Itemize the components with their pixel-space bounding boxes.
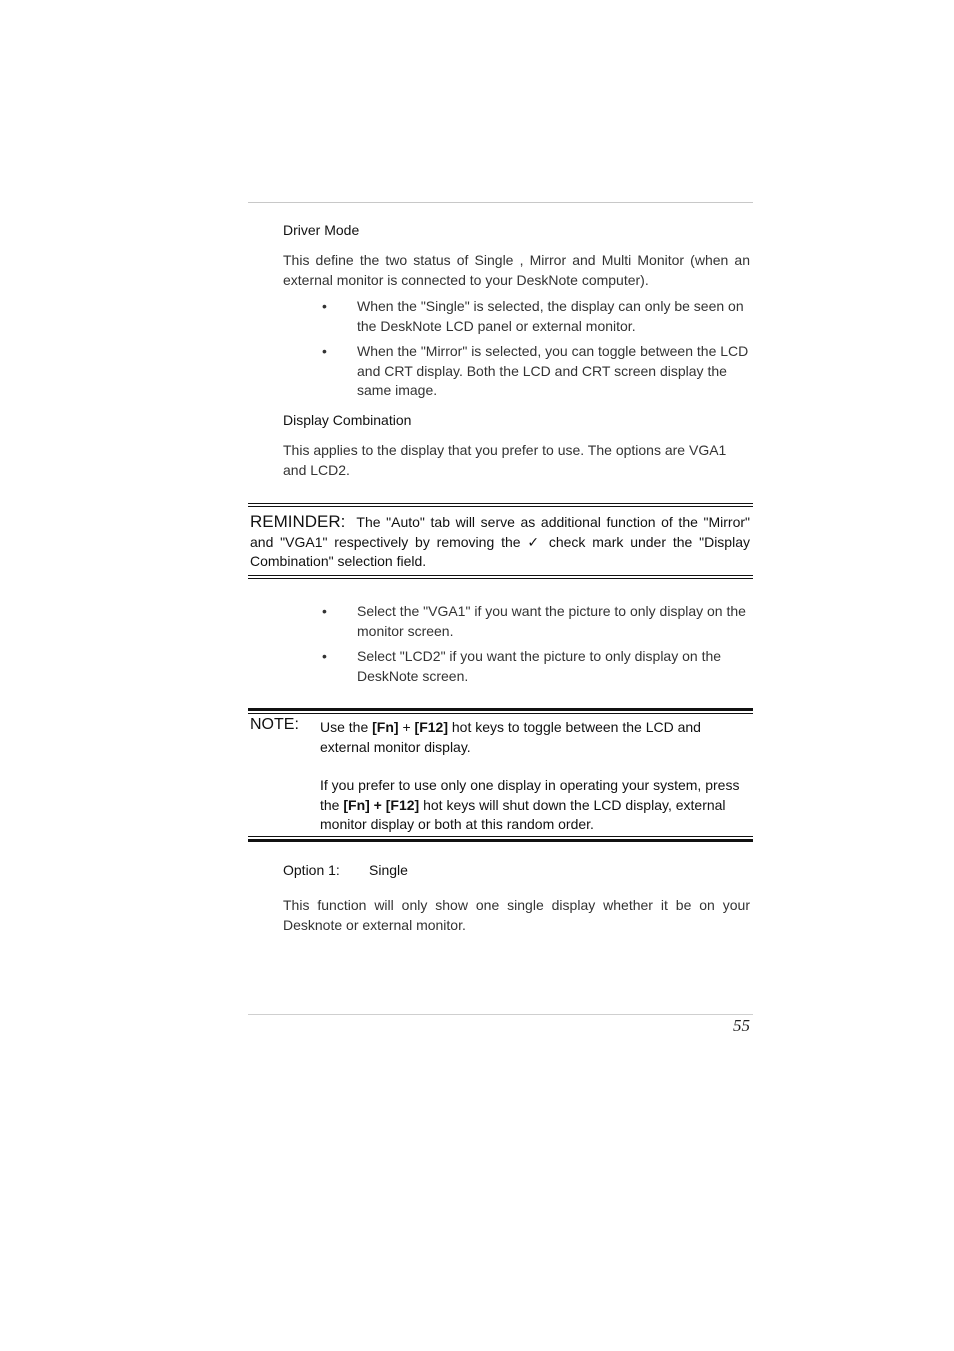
bullet-icon: • xyxy=(322,648,327,664)
reminder-text-1: The "Auto" tab will serve as additional function of the "Mirror" and "VGA1" respectively by removing the xyxy=(250,514,751,550)
reminder-box xyxy=(250,512,750,572)
note-top-rule-thick xyxy=(248,708,753,711)
bullet-text: When the "Mirror" is selected, you can toggle between the LCD and CRT display. Both the LCD and CRT screen display the same image. xyxy=(357,343,749,398)
header-rule xyxy=(248,202,753,203)
check-icon: ✓ xyxy=(527,533,543,550)
bullet-text: Select the "VGA1" if you want the picture to only display on the monitor screen. xyxy=(357,603,746,639)
option-label: Option 1: xyxy=(283,862,340,878)
option-description: This function will only show one single display whether it be on your Desknote or external monitor. xyxy=(283,897,750,933)
reminder-text-2: check mark under the "Display Combination" selection field. xyxy=(250,533,750,569)
bullet-text: Select "LCD2" if you want the picture to only display on the DeskNote screen. xyxy=(357,648,722,684)
bullet-icon: • xyxy=(322,603,327,619)
list-item xyxy=(320,647,750,686)
driver-mode-heading: Driver Mode xyxy=(283,222,360,238)
list-item xyxy=(320,297,750,336)
f12-key: [F12] xyxy=(414,719,448,735)
reminder-bottom-rule xyxy=(248,575,753,579)
fn-f12-keys: [Fn] + [F12] xyxy=(343,796,420,813)
bullet-text: When the "Single" is selected, the display can only be seen on the DeskNote LCD panel or external monitor. xyxy=(357,298,744,334)
reminder-label: REMINDER: xyxy=(250,512,346,531)
bullet-icon: • xyxy=(322,298,327,314)
note-top-rule-thin xyxy=(248,713,753,714)
driver-mode-intro: This define the two status of Single , Mirror and Multi Monitor (when an external monitor is connected to your DeskNote computer). xyxy=(283,252,750,288)
fn-key: [Fn] xyxy=(372,719,399,735)
page-number: 55 xyxy=(733,1016,750,1035)
display-combination-intro: This applies to the display that you prefer to use. The options are VGA1 and LCD2. xyxy=(283,442,727,478)
option-name: Single xyxy=(369,862,408,878)
note-paragraph-2: If you prefer to use only one display in operating your system, press the [Fn] + [F12] hot keys will shut down the LCD display, external monitor display or both at this random order. xyxy=(320,777,740,832)
reminder-top-rule xyxy=(248,503,753,507)
footer-rule xyxy=(248,1014,753,1015)
bullet-icon: • xyxy=(322,343,327,359)
list-item xyxy=(320,342,750,401)
note-bottom-rule-thick xyxy=(248,839,753,842)
note-bottom-rule-thin xyxy=(248,836,753,837)
note-paragraph-1: Use the [Fn] + [F12] hot keys to toggle between the LCD and external monitor display. xyxy=(320,719,701,755)
list-item xyxy=(320,602,750,641)
note-label: NOTE: xyxy=(250,716,299,733)
display-combination-heading: Display Combination xyxy=(283,412,412,428)
